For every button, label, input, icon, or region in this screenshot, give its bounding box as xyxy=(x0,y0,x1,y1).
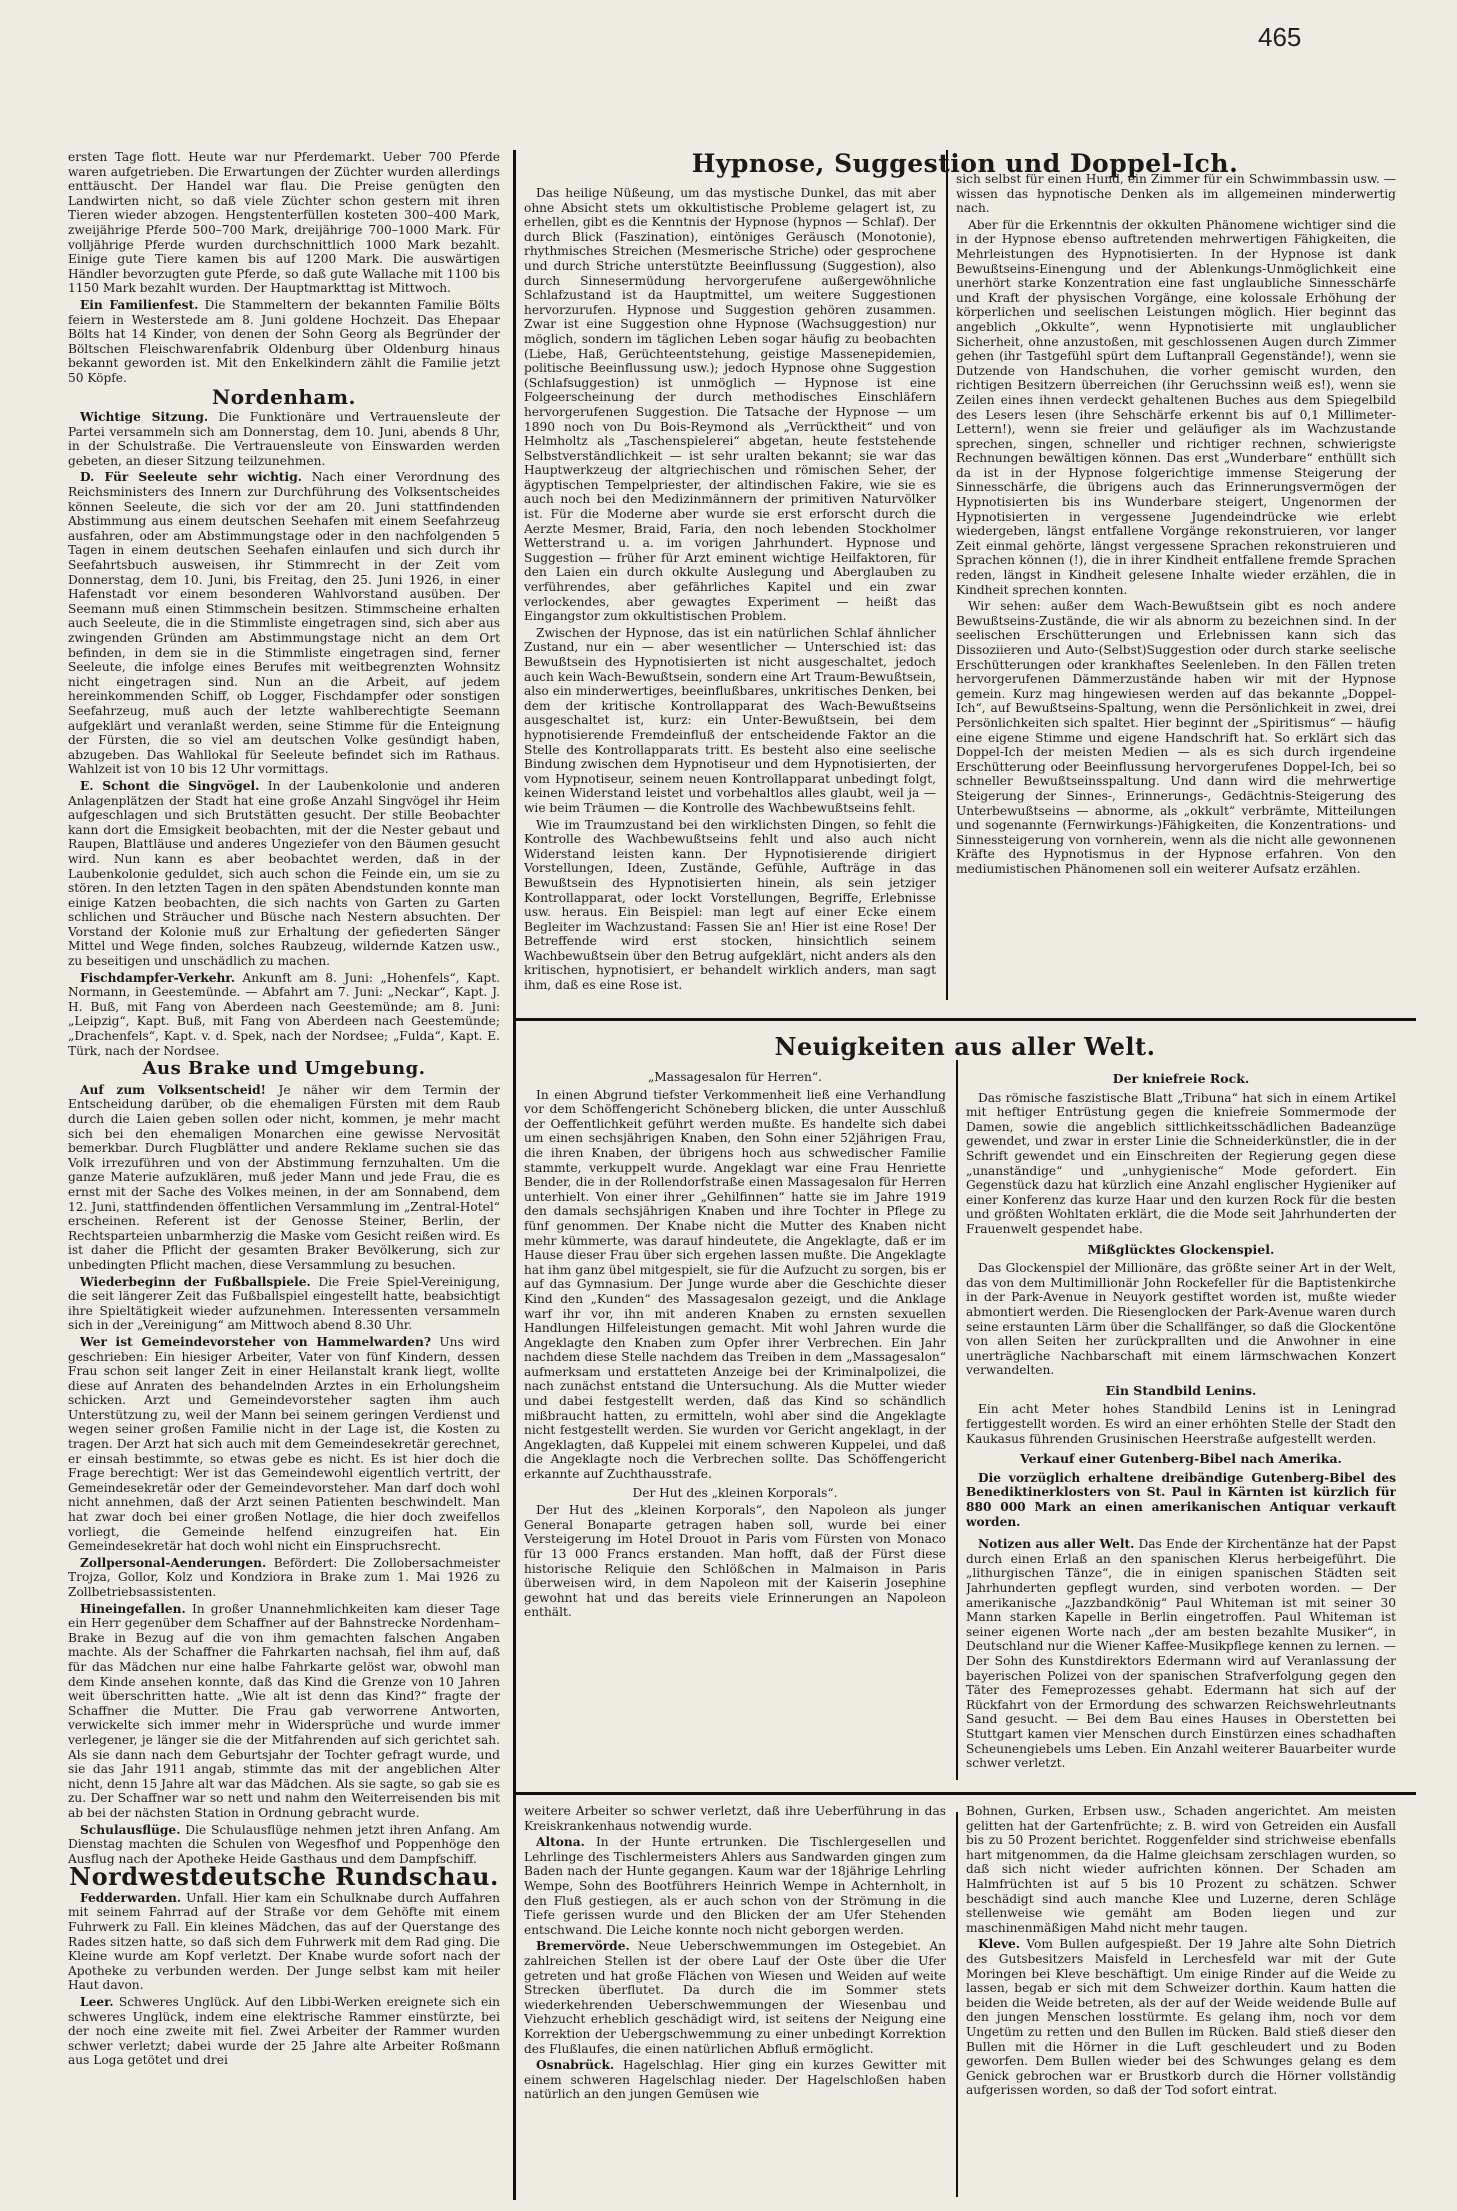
article-gemeindevorsteher: Wer ist Gemeindevorsteher von Hammelwarden? Uns wird geschrieben: Ein hiesiger Arbeiter, Vater von fünf Kindern, dessen Frau schon seit langer Zeit in einer Heilanstalt krank liegt, wollte diese auf Anraten des behandelnden Arztes in ein Erholungsheim schicken. Arzt und Gemeindevorsteher sagten ihm auch Unterstützung zu, weil der Mann bei seinem geringen Verdienst und wegen seiner großen Familie nicht in der Lage ist, die Kosten zu tragen. Der Arzt hat sich auch mit dem Gemeindesekretär gerechnet, er einsah bestimmte, so etwas gebe es nicht. Es ist hier doch die Frage berechtigt: Wer ist das Gemeindewohl eigentlich vertritt, der Gemeindesekretär oder der Gemeindevorsteher. Man darf doch wohl nicht annehmen, daß der Arzt seinen Patienten beschwindelt. Man hat zwar doch bei einer großen Notlage, die hier doch zweifellos vorliegt, die Gemeinde helfend einzugreifen hat. Ein Gemeindesekretär hat doch wohl nicht ein Einspruchsrecht. xyxy=(68,1334,500,1554)
hypnose-paragraph: Aber für die Erkenntnis der okkulten Phänomene wichtiger sind die in der Hypnose ebenso auftretenden mehrwertigen Fähigkeiten, die Mehrleistungen des Hypnotisierten. In der Hypnose ist dank Bewußtseins-Einengung und der Ablenkungs-Unmöglichkeit eine unerhört starke Konzentration eine fast unglaubliche Sinnesschärfe und Kraft der physischen Vorgänge, eine kolossale Erhöhung der körperlichen und seelischen Leistungen möglich. Hier beginnt das angeblich „Okkulte“, wenn Hypnotisierte mit unglaublicher Sicherheit, ohne anzustoßen, mit geschlossenen Augen durch Zimmer gehen (ihr Tastgefühl spürt dem Luftanprall Gegenstände!), wenn sie Dutzende von Handschuhen, die vorher gemischt wurden, den richtigen Besitzern überreichen (ihr Geruchssinn weiß es!), wenn sie Zeilen eines ihnen verdeckt gehaltenen Buches aus dem Spiegelbild des Lesers lesen (ihre Sehschärfe erkennt bis auf 0,1 Millimeter-Lettern!), wenn sie freier und geläufiger als im Wachzustande sprechen, singen, schneller und richtiger rechnen, schwierigste Rechnungen bewältigen können. Das erst „Wunderbare“ enthüllt sich da ist in der Hypnose folgerichtige immense Steigerung der Sinnesschärfe, die übrigens auch das Erinnerungsvermögen der Hypnotisierten bis ins Wunderbare steigert, Ungenormen der Hypnotisierten in vergessene Jugendeindrücke wie erlebt wiedergeben, längst entfallene Vorgänge rekonstruieren, vor langer Zeit einmal gehörte, längst vergessene Sprachen rekonstruieren und Sprachen können (!), die in ihrer Kindheit entfallene fremde Sprachen reden, längst in Kindheit gelesene Inhalte wieder erzählen, die in Kindheit sprechen konnten. xyxy=(956,217,1396,597)
column-rule-neuigkeiten xyxy=(956,1060,958,1780)
left-column xyxy=(68,150,500,2200)
article-notizen: Notizen aus aller Welt. Das Ende der Kirchentänze hat der Papst durch einen Erlaß an den spanischen Klerus herbeigeführt. Die „lithurgischen Tänze“, die in einigen spanischen Städten seit Jahrhunderten gepflegt wurden, sind verboten worden. — Der amerikanische „Jazzbandkönig“ Paul Whiteman ist mit seiner 30 Mann starken Kapelle in Berlin eingetroffen. Paul Whiteman ist seiner eigenen Worte nach „der am besten bezahlte Musiker“, in Deutschland nur die Wiener Kaffee-Musikpflege kennen zu lernen. — Der Sohn des Kunstdirektors Edermann wird auf Veranlassung der bayerischen Polizei von der spanischen Strafverfolgung gegen den Täter des Femeprozesses gehabt. Edermann hat sich auf der Rückfahrt von der Ermordung des schwarzen Reichswehrleutnants Sand gesucht. — Bei dem Bau eines Hauses in Oberstetten bei Stuttgart kamen vier Menschen durch Einstürzen eines schadhaften Scheunengiebels ums Leben. Ein Anzahl weiterer Bauarbeiter wurde schwer verletzt. xyxy=(966,1537,1396,1771)
heading-lenin: Ein Standbild Lenins. xyxy=(1105,1382,1257,1398)
article-zollpersonal: Zollpersonal-Aenderungen. Befördert: Die Zollobersachmeister Trojza, Gollor, Kolz und Kondziora in Brake zum 1. Mai 1926 zu Zollbetriebsassistenten. xyxy=(68,1555,500,1599)
article-bremervoerde: Bremervörde. Neue Ueberschwemmungen im Ostegebiet. An zahlreichen Stellen ist der obere Lauf der Oste über die Ufer getreten und hat große Flächen von Wiesen und Weiden auf weite Strecken überflutet. Da durch die im Sommer stets wiederkehrenden Ueberschwemmungen der Wiesenbau und Viehzucht erheblich geschädigt wird, ist seitens der Neigung eine Korrektion der Uebergschwemmung zu einer unbedingt Korrektion des Flußlaufes, die einen natürlichen Abfluß ermöglicht. xyxy=(524,1939,946,2056)
heading-gutenberg: Verkauf einer Gutenberg-Bibel nach Amerika. xyxy=(1020,1451,1342,1467)
hypnose-paragraph: Wie im Traumzustand bei den wirklichsten Dingen, so fehlt die Kontrolle des Wachbewußtseins fehlt und also auch nicht Widerstand leisten kann. Der Hypnotisierende dirigiert Vorstellungen, Ideen, Zustände, Gefühle, Aufträge in das Bewußtsein des Hypnotisierten hinein, als sein jetziger Kontrollapparat, oder lockt Vorstellungen, Begriffe, Erlebnisse usw. heraus. Ein Beispiel: man legt auf einer Ecke einem Begleiter im Wachzustand: Fassen Sie an! Hier ist eine Rose! Der Betreffende wird erst stocken, hinsichtlich seinem Wachbewußtsein über den Betrug aufgeklärt, nicht anders als den kritischen, hypnotisiert, er behandelt wirklich anders, man sagt ihm, daß es eine Rose ist. xyxy=(524,817,936,993)
hypnose-paragraph: Wir sehen: außer dem Wach-Bewußtsein gibt es noch andere Bewußtseins-Zustände, die wir als abnorm zu bezeichnen sind. In der seelischen Erschütterungen und Erlebnissen kann sich das Dissoziieren und Auto-(Selbst)Suggestion oder durch starke seelische Erschütterungen oder krankhaftes Seelenleben. In den Fällen treten hervorgerufenen Dämmerzustände haben wir mit der Hypnose gemein. Kurz mag hingewiesen werden auf das bekannte „Doppel-Ich“, auf Bewußtseins-Spaltung, wenn die Persönlichkeit in zwei, drei Persönlichkeiten sich spaltet. Hier beginnt der „Spiritismus“ — häufig eine eigene Stimme und eigene Handschrift hat. So erklärt sich das Doppel-Ich der meisten Medien — als es sich durch irgendeine Erschütterung oder Beeinflussung hervorgerufenes Doppel-Ich, bei so schneller Bewußtseinsspaltung. Und dann wird die mehrwertige Steigerung der Sinnes-, Erinnerungs-, Gedächtnis-Steigerung des Unterbewußtseins — abnorme, als „okkult“ verbrämte, Mitteilungen und sogenannte (Fernwirkungs-)Fähigkeiten, die Konzentrations- und Sinnessteigerung von vornherein, wenn als die nicht alle gewonnenen Kräfte des Hypnotismus in der Hypnose erfahren. Von den mediumistischen Phänomenen soll ein weiterer Aufsatz erzählen. xyxy=(956,599,1396,876)
column-rule-left xyxy=(513,150,516,2200)
article-singvoegel: E. Schont die Singvögel. In der Laubenkolonie und anderen Anlagenplätzen der Stadt hat eine große Anzahl Singvögel ihr Heim aufgeschlagen und sich Brutstätten gesucht. Der stille Beobachter kann dort die Emsigkeit beobachten, mit der die Nester gebaut und Raupen, Blattläuse und anderes Ungeziefer von den Bäumen gesucht wird. Nun kann es aber beobachtet werden, daß in der Laubenkolonie geduldet, sich auch schon die Feinde ein, um sie zu stören. In den letzten Tagen in den späten Abendstunden konnte man einige Katzen beobachten, die sich nachts von Garten zu Garten schlichen und Sträucher und Büsche nach Nestern absuchten. Der Vorstand der Kolonie muß zur Erhaltung der gefiederten Sänger Mittel und Wege finden, solches Raubzeug, wildernde Katzen usw., zu beseitigen und unschädlich zu machen. xyxy=(68,778,500,969)
heading-nordenham: Nordenham. xyxy=(211,384,357,409)
page-number: 465 xyxy=(1258,22,1302,52)
article-leer: Leer. Schweres Unglück. Auf den Libbi-Werken ereignete sich ein schweres Unglück, indem eine elektrische Rammer einstürzte, bei der noch eine zweite mit fiel. Zwei Arbeiter der Rammer wurden schwer verletzt; dabei wurde der 25 Jahre alte Arbeiter Roßmann aus Loga getötet und drei xyxy=(68,1995,500,2068)
article-kleve: Kleve. Vom Bullen aufgespießt. Der 19 Jahre alte Sohn Dietrich des Gutsbesitzers Maisfeld in Lerchesfeld war mit der Gute Moringen bei Kleve beschäftigt. Um einige Rinder auf die Weide zu lassen, begab er sich mit dem Schweizer dorthin. Kaum hatten die beiden die Weide betreten, als der auf der Weide weidende Bulle auf den jungen Menschen losstürmte. Es gelang ihm, noch vor dem Ungetüm zu retten und den Bullen im Rücken. Bald stieß dieser den Bullen mit die Hörner in die Luft geschleudert und zu Boden geworfen. Dem Bullen wieder bei des Schwunges gelang es dem Genick gebrochen war er Brustkorb durch die Hörner vollständig aufgerissen worden, so daß der Tod sofort eintrat. xyxy=(966,1937,1396,2098)
neuigkeiten-left-column xyxy=(524,1066,946,1782)
article-volksentscheid: Auf zum Volksentscheid! Je näher wir dem Termin der Entscheidung darüber, ob die ehemaligen Fürsten mit dem Raub durch die Laien geben sollen oder nicht, kommen, je mehr macht sich bei den ehemaligen Monarchen eine gewisse Nervosität bemerkbar. Durch Flugblätter und andere Reklame suchen sie das Volk irrezuführen und von der Abstimmung fernzuhalten. Um die ganze Materie aufzuklären, muß jeder Mann und jede Frau, die es ernst mit der Sache des Volkes meinen, in der am Sonnabend, dem 12. Juni, stattfindenden öffentlichen Versammlung im „Zentral-Hotel“ erscheinen. Referent ist der Genosse Steiner, Berlin, der Rechtsparteien unbarmherzig die Maske vom Gesicht reißen wird. Es ist daher die Pflicht der gesamten Braker Bevölkerung, sich zur unbedingten Pflicht machen, diese Versammlung zu besuchen. xyxy=(68,1082,500,1272)
heading-rundschau: Nordwestdeutsche Rundschau. xyxy=(69,1862,499,1892)
hypnose-column-1 xyxy=(524,186,936,1000)
column-rule-hypnose xyxy=(946,150,948,1000)
rule-above-bottom xyxy=(516,1792,1416,1795)
article-sitzung: Wichtige Sitzung. Die Funktionäre und Vertrauensleute der Partei versammeln sich am Donnerstag, dem 10. Juni, abends 8 Uhr, in der Schulstraße. Die Vertrauensleute von Einswarden werden gebeten, an dieser Sitzung teilzunehmen. xyxy=(68,410,500,468)
article-fischdampfer: Fischdampfer-Verkehr. Ankunft am 8. Juni: „Hohenfels“, Kapt. Normann, in Geestemünde. — Abfahrt am 7. Juni: „Neckar“, Kapt. J. H. Buß, mit Fang von Aberdeen nach Geestemünde; am 8. Juni: „Leipzig“, Kapt. Buß, mit Fang von Aberdeen nach Geestemünde; „Drachenfels“, Kapt. v. d. Spek, nach der Nordsee; „Fulda“, Kapt. E. Türk, nach der Nordsee. xyxy=(68,970,500,1058)
heading-massagesalon: „Massagesalon für Herren“. xyxy=(647,1070,823,1084)
hypnose-paragraph: sich selbst für einen Hund, ein Zimmer für ein Schwimmbassin usw. — wissen das hypnotische Denken als im allgemeinen minderwertig nach. xyxy=(956,172,1396,216)
heading-hut-napoleon: Der Hut des „kleinen Korporals“. xyxy=(632,1485,838,1500)
hypnose-column-2 xyxy=(956,172,1396,1000)
heading-hypnose: Hypnose, Suggestion und Doppel-Ich. xyxy=(691,149,1239,178)
article-schulausfluege: Schulausflüge. Die Schulausflüge nehmen jetzt ihren Anfang. Am Dienstag machten die Schulen von Wegesfhof und Poppenhöge den Ausflug nach der Apotheke Heide Gasthaus und dem Dampfschiff. xyxy=(68,1822,500,1866)
article-gutenberg: Die vorzüglich erhaltene dreibändige Gutenberg-Bibel des Benediktinerklosters von St. Paul in Kärnten ist kürzlich für 880 000 Mark an einen amerikanischen Antiquar verkauft worden. xyxy=(966,1470,1396,1529)
neuigkeiten-right-column xyxy=(966,1066,1396,1782)
bottom-column-2 xyxy=(966,1804,1396,2200)
article-osnabrueck: Osnabrück. Hagelschlag. Hier ging ein kurzes Gewitter mit einem schweren Hagelschlag nieder. Der Hagelschloßen haben natürlich an den jungen Gemüsen wie xyxy=(524,2058,946,2102)
hypnose-paragraph: Das heilige Nüßeung, um das mystische Dunkel, das mit aber ohne Absicht stets um okkultistische Probleme gelagert ist, zu erhellen, gibt es die Kenntnis der Hypnose (hypnos — Schlaf). Der durch Blick (Faszination), eintöniges Geräusch (Monotonie), rhythmisches Streichen (Mesmerische Striche) oder gesprochene und durch Striche unterstützte Beeinflussung (Suggestion), also durch Sinnesermüdung hervorgerufene außergewöhnliche Schlafzustand ist da Hauptmittel, um weitere Suggestionen hervorzurufen. Hypnose und Suggestion gehören zusammen. Zwar ist eine Suggestion ohne Hypnose (Wachsuggestion) nur möglich, sondern im täglichen Leben sogar häufig zu beobachten (Liebe, Haß, Gerüchteentstehung, geistige Massenepidemien, politische Beeinflussung usw.); jedoch Hypnose ohne Suggestion (Schlafsuggestion) ist unmöglich — Hypnose ist eine Folgeerscheinung der durch methodisches Einschläfern hervorgerufenen Suggestion. Die Tatsache der Hypnose — um 1890 noch von Du Bois-Reymond als „Verrücktheit“ und von Helmholtz als „Taschenspielerei“ abgetan, heute feststehende Selbstverständlichkeit — ist sehr uralten bekannt; sie war das Hauptwerkzeug der altgriechischen und römischen Seher, der ägyptischen Tempelpriester, der altindischen Fakire, wie sie es auch noch bei den Medizinmännern der primitiven Naturvölker ist. Für die Moderne aber wurde sie erst erforscht durch die Aerzte Mesmer, Braid, Faria, den noch lebenden Stockholmer Wetterstrand u. a. im vorigen Jahrhundert. Hypnose und Suggestion — früher für Arzt eminent wichtige Heilfaktoren, für den Laien ein durch okkulte Auslegung und Aberglauben zu verführendes, aber gefährliches Kapitel und ein zwar verlockendes, aber gewagtes Experiment — heißt das Eingangstor zum okkultistischen Problem. xyxy=(524,186,936,624)
article-kniefreie-rock: Das römische faszistische Blatt „Tribuna“ hat sich in einem Artikel mit heftiger Entrüstung gegen die kniefreie Sommermode der Damen, sowie die angeblich sittlichkeitsschädlichen Badeanzüge gewendet, und zwar in erster Linie die Schneiderkünstler, die in der Schrift gewendet und ein Einschreiten der Regierung gegen diese „unanständige“ und „unhygienische“ Mode gefordert. Ein Gegenstück dazu hat kürzlich eine Anzahl englischer Hygieniker auf einer Konferenz das kurze Haar und den kurzen Rock für die besten und größten Wohltaten erklärt, die die Mode seit Jahrhunderten der Frauenwelt gespendet habe. xyxy=(966,1090,1396,1236)
column-rule-bottom xyxy=(956,1812,958,2197)
rule-above-neuigkeiten xyxy=(516,1018,1416,1021)
article-hagel-continuation: Bohnen, Gurken, Erbsen usw., Schaden angerichtet. Am meisten gelitten hat der Gartenfrüchte; z. B. wird von Getreiden ein Ausfall bis zu 50 Prozent berichtet. Roggenfelder sind strichweise ebenfalls hart mitgenommen, da die Halme gleichsam zerschlagen wurden, so daß sich nicht wieder aufrichten können. Der Schaden am Halmfrüchten ist auf 5 bis 10 Prozent zu schätzen. Schwer beschädigt sind auch manche Klee und Luzerne, deren Schläge stellenweise wie gemäht am Boden liegen und zur maschinenmäßigen Mahd nicht mehr taugen. xyxy=(966,1804,1396,1935)
article-familienfest: Ein Familienfest. Die Stammeltern der bekannten Familie Bölts feiern in Westerstede am 8. Juni goldene Hochzeit. Das Ehepaar Bölts hat 14 Kinder, von denen der Sohn Georg als Begründer der Böltschen Fleischwarenfabrik Oldenburg über Oldenburg hinaus bekannt geworden ist. Mit den Enkelkindern zählt die Familie jetzt 50 Köpfe. xyxy=(68,297,500,385)
heading-glockenspiel: Mißglücktes Glockenspiel. xyxy=(1087,1241,1275,1257)
article-glockenspiel: Das Glockenspiel der Millionäre, das größte seiner Art in der Welt, das von dem Multimillionär John Rockefeller für die Baptistenkirche in der Park-Avenue in Neuyork gestiftet worden ist, mußte wieder abmontiert werden. Die Riesenglocken der Park-Avenue waren durch seine erstaunten Lärm über die Schallfänger, so daß die Glockentöne von allen Seiten her zurückprallten und die Anwohner in eine unerträgliche Nachbarschaft mit einem lärmschwachen Konzert verwandelten. xyxy=(966,1261,1396,1378)
heading-brake: Aus Brake und Umgebung. xyxy=(142,1058,426,1080)
lead-familienfest: Ein Familienfest. xyxy=(80,297,199,312)
hypnose-paragraph: Zwischen der Hypnose, das ist ein natürlichen Schlaf ähnlicher Zustand, nur ein — aber wesentlicher — Unterschied ist: das Bewußtsein des Hypnotisierten ist nicht ausgeschaltet, jedoch auch kein Wach-Bewußtsein, sondern eine Art Traum-Bewußtsein, also ein minderwertiges, beeinflußbares, unkritisches Denken, bei dem der kritische Kontrollapparat des Wach-Bewußtseins ausgeschaltet ist, kurz: ein Unter-Bewußtsein, bei dem hypnotisierende Fremdeinfluß der entscheidende Faktor an die Stelle des Kontrollapparats tritt. Es besteht also eine seelische Bindung zwischen dem Hypnotiseur und dem Hypnotisierten, der vom Hypnotiseur, seinem neuen Kontrollapparat unbedingt folgt, keinen Widerstand leistet und vorbehaltlos alles glaubt, weil ja — wie beim Träumen — die Kontrolle des Wachbewußtseins fehlt. xyxy=(524,625,936,815)
bottom-column-1 xyxy=(524,1804,946,2200)
article-fussball: Wiederbeginn der Fußballspiele. Die Freie Spiel-Vereinigung, die seit längerer Zeit das Fußballspiel eingestellt hatte, beabsichtigt ihre Spieltätigkeit wieder aufzunehmen. Interessenten versammeln sich in der „Vereinigung“ am Mittwoch abend 8.30 Uhr. xyxy=(68,1274,500,1333)
article-hineingefallen: Hineingefallen. In großer Unannehmlichkeiten kam dieser Tage ein Herr gegenüber dem Schaffner auf der Bahnstrecke Nordenham–Brake in Bezug auf die von ihm gemachten falschen Angaben machte. Als der Schaffner die Fahrkarten nachsah, fiel ihm auf, daß für das Mädchen nur eine halbe Fahrkarte gelöst war, obwohl man dem Kinde ansehen konnte, daß das Kind die Grenze von 10 Jahren weit überschritten hatte. „Wie alt ist denn das Kind?“ fragte der Schaffner die Mutter. Die Frau gab verworrene Antworten, verwickelte sich immer mehr in Widersprüche und wurde immer verlegener, je länger sie die der Mitfahrenden auf sich gerichtet sah. Als sie dann nach dem Geburtsjahr der Tochter gefragt wurde, und sie das Jahr 1911 angab, stimmte das mit der angeblichen Alter nicht, denn 15 Jahre alt war das Mädchen. Als sie sagte, so gab sie es zu. Der Schaffner war so nett und nahm den Weiterreisenden bis mit ab bei der nächsten Station in Ordnung gebracht wurde. xyxy=(68,1601,500,1820)
article-fedderwarden: Fedderwarden. Unfall. Hier kam ein Schulknabe durch Auffahren mit seinem Fahrrad auf der Straße vor dem Gehöfte mit einem Fuhrwerk zu Fall. Ein kleines Mädchen, das auf der Querstange des Rades sitzen hatte, so daß sich dem Fuhrwerk mit dem Rad ging. Die Kleine wurde am Kopf verletzt. Der Knabe wurde sofort nach der Apotheke zu verbunden werden. Der Junge selbst kam mit heiler Haut davon. xyxy=(68,1890,500,1993)
article-pferdemarkt: ersten Tage flott. Heute war nur Pferdemarkt. Ueber 700 Pferde waren aufgetrieben. Die Erwartungen der Züchter wurden allerdings enttäuscht. Der Handel war flau. Die Preise genügten den Landwirten nicht, so daß viele Züchter schon gestern mit ihren Tieren wieder abzogen. Hengstenterfüllen kosteten 300–400 Mark, zweijährige Pferde 500–700 Mark, dreijährige 700–1000 Mark. Für volljährige Pferde wurden durchschnittlich 1000 Mark bezahlt. Einige gute Tiere kamen bis auf 1200 Mark. Die auswärtigen Händler bevorzugten gute Pferde, so daß gute Wallache mit 1100 bis 1150 Mark bezahlt wurden. Der Hauptmarkttag ist Mittwoch. xyxy=(68,150,500,296)
article-continuation: weitere Arbeiter so schwer verletzt, daß ihre Ueberführung in das Kreiskrankenhaus notwendig wurde. xyxy=(524,1804,946,1833)
article-lenin: Ein acht Meter hohes Standbild Lenins ist in Leningrad fertiggestellt worden. Es wird an einer erhöhten Stelle der Stadt den Kaukasus führenden Grusinischen Heerstraße aufgestellt werden. xyxy=(966,1402,1396,1446)
article-seeleute: D. Für Seeleute sehr wichtig. Nach einer Verordnung des Reichsministers des Innern zur Durchführung des Volksentscheides können Seeleute, die sich vor der am 20. Juni stattfindenden Abstimmung aus einem deutschen Seehafen mit einem Seefahrzeug ausfahren, oder am Abstimmungstage oder in den nachfolgenden 5 Tagen in einem deutschen Seehafen einlaufen und sich durch ihr Seefahrtsbuch ausweisen, ihr Stimmrecht in der Zeit vom Donnerstag, dem 10. Juni, bis Freitag, den 25. Juni 1926, in einer Hafenstadt vor einem besonderen Wahlvorstand ausüben. Der Seemann muß einen Stimmschein besitzen. Stimmscheine erhalten auch Seeleute, die in die Stimmliste eingetragen sind, sich aber aus zwingenden Gründen am Abstimmungstage nicht an dem Ort befinden, in dem sie in die Stimmliste eingetragen sind, ferner Seeleute, die infolge eines Berufes mit weitbegrenzten Wohnsitz nicht eingetragen sind. Nun an die Arbeit, auf jedem hereinkommenden Schiff, ob Logger, Fischdampfer oder sonstigen Seefahrzeug, muß auch der letzte wahlberechtigte Seemann aufgeklärt und veranlaßt werden, seine Stimme für die Enteignung der Fürsten, die so viel am deutschen Volke gesündigt haben, abzugeben. Das Wahllokal für Seeleute befindet sich im Rathaus. Wahlzeit ist von 10 bis 12 Uhr vormittags. xyxy=(68,470,500,777)
article-massagesalon: In einen Abgrund tiefster Verkommenheit ließ eine Verhandlung vor dem Schöffengericht Schöneberg blicken, die unter Ausschluß der Oeffentlichkeit geführt werden mußte. Es handelte sich dabei um einen sechsjährigen Knaben, den Sohn einer 52jährigen Frau, die ihren Knaben, der übrigens hoch aus schwedischer Familie stammte, verkuppelt wurde. Angeklagt war eine Frau Henriette Bender, die in der Rollendorfstraße einen Massagesalon für Herren unterhielt. Von einer ihrer „Gehilfinnen“ hatte sie im Jahre 1919 den damals sechsjährigen Knaben und ihre Tochter in Pflege zu fünf genommen. Der Knabe nicht die Mutter des Knaben nicht mehr kümmerte, was darauf hindeutete, die Angeklagte, daß er im Hause dieser Frau über sich ergehen lassen mußte. Die Angeklagte hat ihm ganz übel mitgespielt, sie für die Aufzucht zu sorgen, bis er auf das Gymnasium. Der Junge wurde aber die Geschichte dieser Kind den „Kunden“ des Massagesalon gezeigt, und die Anklage warf ihr vor, ihn mit anderen Knaben zu ernsten sexuellen Handlungen Hilfeleistungen gemacht. Mit wohl Jahren wurde die Angeklagte den Knaben zum Opfer ihrer Verbrechen. Ein Jahr nachdem diese Stelle nachdem das Treiben in dem „Massagesalon“ aufmerksam und erstatteten Anzeige bei der Kriminalpolizei, die nach zunächst entstand die Untersuchung. Als die Mutter wieder und dabei festgestellt werden, daß das Kind so schändlich mißbraucht hatten, zu ermitteln, wohl aber sind die Angeklagte nicht festgestellt werden. Sie wurden vor Gericht angeklagt, in der Angeklagten, daß Kuppelei mit einem schweren Kuppelei, und daß die Angeklagte noch die Verbrechen sollte. Das Schöffengericht erkannte auf Zuchthausstrafe. xyxy=(524,1087,946,1482)
heading-neuigkeiten: Neuigkeiten aus aller Welt. xyxy=(774,1032,1156,1061)
article-hut-napoleon: Der Hut des „kleinen Korporals“, den Napoleon als junger General Bonaparte getragen haben soll, wurde bei einer Versteigerung im Hotel Drouot in Paris vom Fürsten von Monaco für 13 000 Francs erstanden. Man hofft, daß der Fürst diese historische Reliquie den Schlößchen in Malmaison in Paris überweisen wird, in dem Napoleon mit der Kaiserin Josephine gewohnt hat und das bereits viele Erinnerungen an Napoleon enthält. xyxy=(524,1503,946,1620)
article-altona: Altona. In der Hunte ertrunken. Die Tischlergesellen und Lehrlinge des Tischlermeisters Ahlers aus Sandwarden gingen zum Baden nach der Hunte gegangen. Kaum war der 18jährige Lehrling Wempe, Sohn des Bootführers Heinrich Wempe in Achternholt, in den Fluß gestiegen, als er auch schon von der Strömung in die Tiefe gerissen wurde und den Blicken der am Ufer Stehenden entschwand. Die Leiche konnte noch nicht geborgen werden. xyxy=(524,1835,946,1937)
heading-kniefreie-rock: Der kniefreie Rock. xyxy=(1112,1071,1250,1086)
